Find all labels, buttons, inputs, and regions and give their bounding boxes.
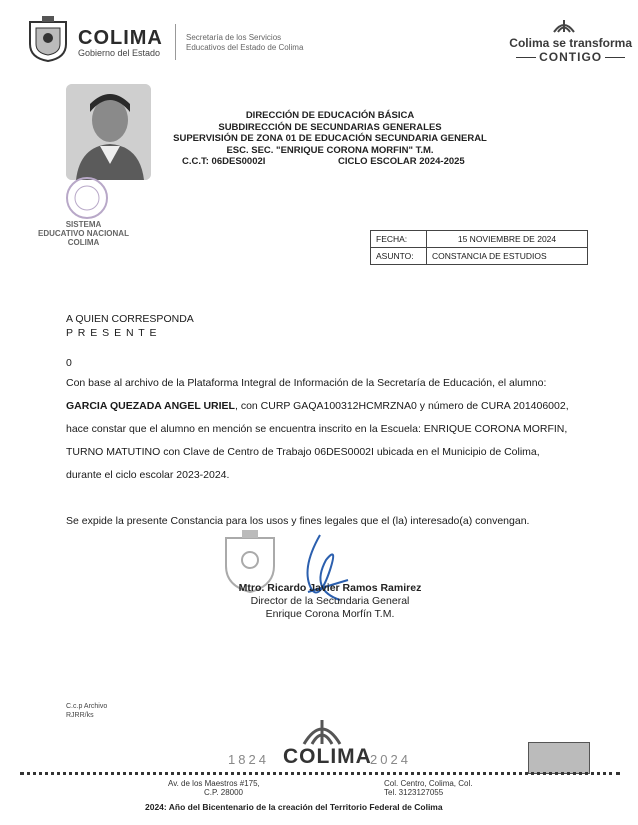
cct-label: C.C.T: 06DES0002I bbox=[182, 156, 266, 167]
footer-year-left: 1824 bbox=[228, 752, 269, 767]
asunto-value: CONSTANCIA DE ESTUDIOS bbox=[427, 248, 588, 265]
asunto-row bbox=[371, 248, 588, 265]
address-left-line-1: Av. de los Maestros #175, bbox=[168, 779, 260, 788]
heading-line-3: SUPERVISIÓN DE ZONA 01 DE EDUCACIÓN SECUNDARIA GENERAL bbox=[173, 133, 487, 144]
fecha-value: 15 NOVIEMBRE DE 2024 bbox=[427, 231, 588, 248]
footer-year-right: 2024 bbox=[370, 752, 411, 767]
signatory-title-1: Director de la Secundaria General bbox=[250, 595, 410, 607]
fecha-label: FECHA: bbox=[371, 231, 427, 248]
fecha-row bbox=[371, 231, 588, 248]
paragraph-1-line-d: TURNO MATUTINO con Clave de Centro de Trabajo 06DES0002I ubicada en el Municipio de Colima, bbox=[66, 446, 540, 458]
state-coat-of-arms-logo bbox=[26, 16, 70, 67]
seal-line-2: EDUCATIVO NACIONAL bbox=[38, 229, 129, 238]
slogan-line-1: Colima se transforma bbox=[509, 36, 632, 50]
heading-line-2: SUBDIRECCIÓN DE SECUNDARIAS GENERALES bbox=[218, 121, 442, 133]
ciclo-label: CICLO ESCOLAR 2024-2025 bbox=[338, 156, 465, 167]
school-seal-stamp bbox=[56, 176, 118, 225]
document-body bbox=[66, 312, 591, 533]
brand-subtitle: Gobierno del Estado bbox=[78, 48, 161, 58]
paragraph-2: Se expide la presente Constancia para los usos y fines legales que el (la) interesado(a) convengan. bbox=[66, 515, 530, 527]
slogan bbox=[509, 36, 632, 64]
paragraph-1-line-e: durante el ciclo escolar 2023-2024. bbox=[66, 469, 230, 481]
heading-line-4: ESC. SEC. "ENRIQUE CORONA MORFIN" T.M. bbox=[226, 144, 434, 156]
paragraph-1-line-a: Con base al archivo de la Plataforma Integral de Información de la Secretaría de Educación, el alumno: bbox=[66, 377, 547, 389]
footer-divider bbox=[20, 772, 620, 775]
signatory-name: Mtro. Ricardo Javier Ramos Ramirez bbox=[238, 582, 422, 594]
secretaria-line-2: Educativos del Estado de Colima bbox=[186, 43, 304, 52]
salutation-line-1: A QUIEN CORRESPONDA bbox=[66, 313, 194, 325]
secretaria-line-1: Secretaría de los Servicios bbox=[186, 33, 282, 42]
paragraph-1-line-b-wrap bbox=[66, 395, 591, 418]
footer-address-left bbox=[168, 779, 260, 797]
signature-block bbox=[200, 582, 460, 621]
salutation-line-2: P R E S E N T E bbox=[66, 327, 158, 339]
address-left-line-2: C.P. 28000 bbox=[204, 788, 243, 797]
paragraph-1-line-c: hace constar que el alumno en mención se encuentra inscrito en la Escuela: ENRIQUE CORONA MORFIN, bbox=[66, 423, 568, 435]
secretaria-label bbox=[186, 33, 303, 53]
asunto-label: ASUNTO: bbox=[371, 248, 427, 265]
student-photo bbox=[66, 84, 151, 180]
marker: 0 bbox=[66, 357, 72, 369]
copies-line-1: C.c.p Archivo bbox=[66, 703, 108, 710]
footer-colima: COLIMA bbox=[283, 745, 372, 768]
student-name: GARCIA QUEZADA ANGEL URIEL bbox=[66, 400, 235, 412]
signatory-title-2: Enrique Corona Morfín T.M. bbox=[265, 608, 395, 620]
seal-line-1: SISTEMA bbox=[65, 220, 102, 229]
bicentennial-caption: 2024: Año del Bicentenario de la creación del Territorio Federal de Colima bbox=[145, 802, 443, 812]
document-heading bbox=[150, 110, 510, 156]
seal-line-3: COLIMA bbox=[67, 238, 100, 247]
copies-block bbox=[66, 702, 107, 720]
address-right-line-1: Col. Centro, Colima, Col. bbox=[384, 779, 473, 788]
slogan-line-2: CONTIGO bbox=[539, 50, 603, 64]
paragraph-1-line-b: , con CURP GAQA100312HCMRZNA0 y número de CURA 201406002, bbox=[234, 400, 569, 412]
copies-line-2: RJRR/ks bbox=[66, 712, 94, 719]
footer-address-right bbox=[384, 779, 472, 797]
info-table bbox=[370, 230, 588, 265]
heading-line-1: DIRECCIÓN DE EDUCACIÓN BÁSICA bbox=[245, 110, 415, 121]
header-divider bbox=[175, 24, 176, 60]
slogan-line-2-wrap bbox=[509, 50, 632, 64]
address-right-line-2: Tel. 3123127055 bbox=[384, 788, 444, 797]
brand-name: COLIMA bbox=[78, 27, 163, 49]
bicentennial-logo bbox=[528, 742, 590, 774]
seal-text bbox=[38, 220, 129, 247]
brand-block bbox=[78, 28, 163, 59]
